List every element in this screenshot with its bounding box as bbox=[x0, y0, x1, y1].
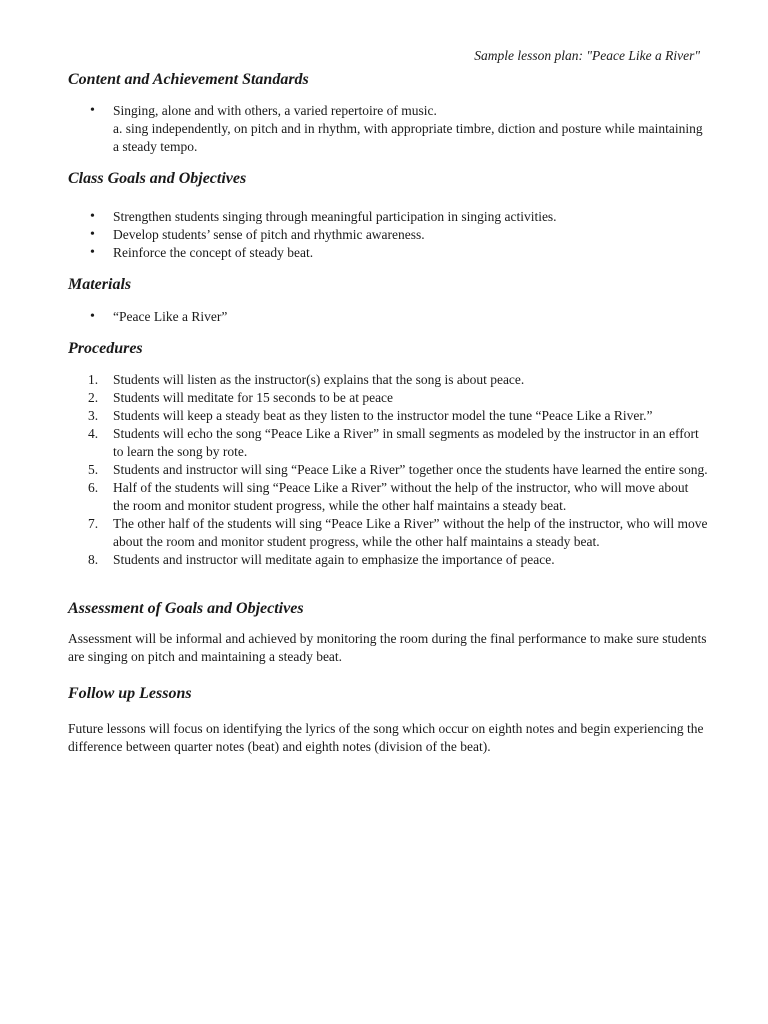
class-goals-list bbox=[68, 208, 708, 262]
step-number: 7. bbox=[88, 516, 99, 531]
list-item bbox=[68, 479, 708, 515]
procedures-heading: Procedures bbox=[68, 340, 143, 357]
procedures-section bbox=[68, 339, 708, 569]
list-item bbox=[68, 244, 708, 262]
class-goals-section bbox=[68, 169, 708, 262]
step-number: 3. bbox=[88, 408, 99, 423]
running-header: Sample lesson plan: "Peace Like a River" bbox=[474, 48, 700, 63]
step-text: Students and instructor will meditate again to emphasize the importance of peace. bbox=[113, 552, 555, 567]
follow-up-section bbox=[68, 684, 708, 756]
step-text: Half of the students will sing “Peace Like a River” without the help of the instructor, who will move about the room and monitor student progress, while the other half maintains a steady beat. bbox=[113, 480, 689, 513]
class-goal-text: Develop students’ sense of pitch and rhythmic awareness. bbox=[113, 227, 425, 242]
list-item bbox=[68, 389, 708, 407]
assessment-section bbox=[68, 599, 708, 666]
content-standards-heading: Content and Achievement Standards bbox=[68, 71, 309, 88]
step-text: Students and instructor will sing “Peace Like a River” together once the students have learned the entire song. bbox=[113, 462, 708, 477]
step-number: 1. bbox=[88, 372, 99, 387]
list-item bbox=[68, 371, 708, 389]
content-standards-section bbox=[68, 70, 708, 156]
materials-heading: Materials bbox=[68, 276, 132, 293]
list-item bbox=[68, 515, 708, 551]
follow-up-heading: Follow up Lessons bbox=[68, 685, 192, 702]
step-number: 6. bbox=[88, 480, 99, 495]
step-text: The other half of the students will sing “Peace Like a River” without the help of the instructor, who will move about the room and monitor student progress, while the other half maintains a steady beat. bbox=[113, 516, 708, 549]
step-text: Students will echo the song “Peace Like a River” in small segments as modeled by the instructor in an effort to learn the song by rote. bbox=[113, 426, 699, 459]
content-standards-list bbox=[68, 102, 708, 156]
list-item bbox=[68, 425, 708, 461]
list-item bbox=[68, 308, 708, 326]
step-number: 2. bbox=[88, 390, 99, 405]
class-goals-heading: Class Goals and Objectives bbox=[68, 170, 247, 187]
step-number: 8. bbox=[88, 552, 99, 567]
class-goal-text: Reinforce the concept of steady beat. bbox=[113, 245, 314, 260]
list-item bbox=[68, 407, 708, 425]
materials-section bbox=[68, 275, 708, 326]
step-number: 4. bbox=[88, 426, 99, 441]
step-number: 5. bbox=[88, 462, 99, 477]
procedures-list bbox=[68, 371, 708, 569]
list-item bbox=[68, 208, 708, 226]
follow-up-body: Future lessons will focus on identifying the lyrics of the song which occur on eighth notes and begin experiencing the difference between quarter notes (beat) and eighth notes (division of the beat). bbox=[68, 721, 704, 754]
step-text: Students will listen as the instructor(s) explains that the song is about peace. bbox=[113, 372, 525, 387]
step-text: Students will keep a steady beat as they listen to the instructor model the tune “Peace Like a River.” bbox=[113, 408, 653, 423]
list-item bbox=[68, 551, 708, 569]
assessment-body: Assessment will be informal and achieved by monitoring the room during the final performance to make sure students are singing on pitch and maintaining a steady beat. bbox=[68, 631, 707, 664]
document-body bbox=[68, 70, 708, 756]
step-text: Students will meditate for 15 seconds to be at peace bbox=[113, 390, 394, 405]
list-item bbox=[68, 102, 708, 156]
materials-list bbox=[68, 308, 708, 326]
list-item bbox=[68, 226, 708, 244]
content-standards-sub-item: a. sing independently, on pitch and in rhythm, with appropriate timbre, diction and posture while maintaining a steady tempo. bbox=[113, 121, 703, 154]
class-goal-text: Strengthen students singing through meaningful participation in singing activities. bbox=[113, 209, 557, 224]
material-text: “Peace Like a River” bbox=[113, 309, 228, 324]
assessment-heading: Assessment of Goals and Objectives bbox=[68, 600, 304, 617]
list-item bbox=[68, 461, 708, 479]
content-standards-bullet: • Singing, alone and with others, a varied repertoire of music. bbox=[113, 103, 437, 118]
